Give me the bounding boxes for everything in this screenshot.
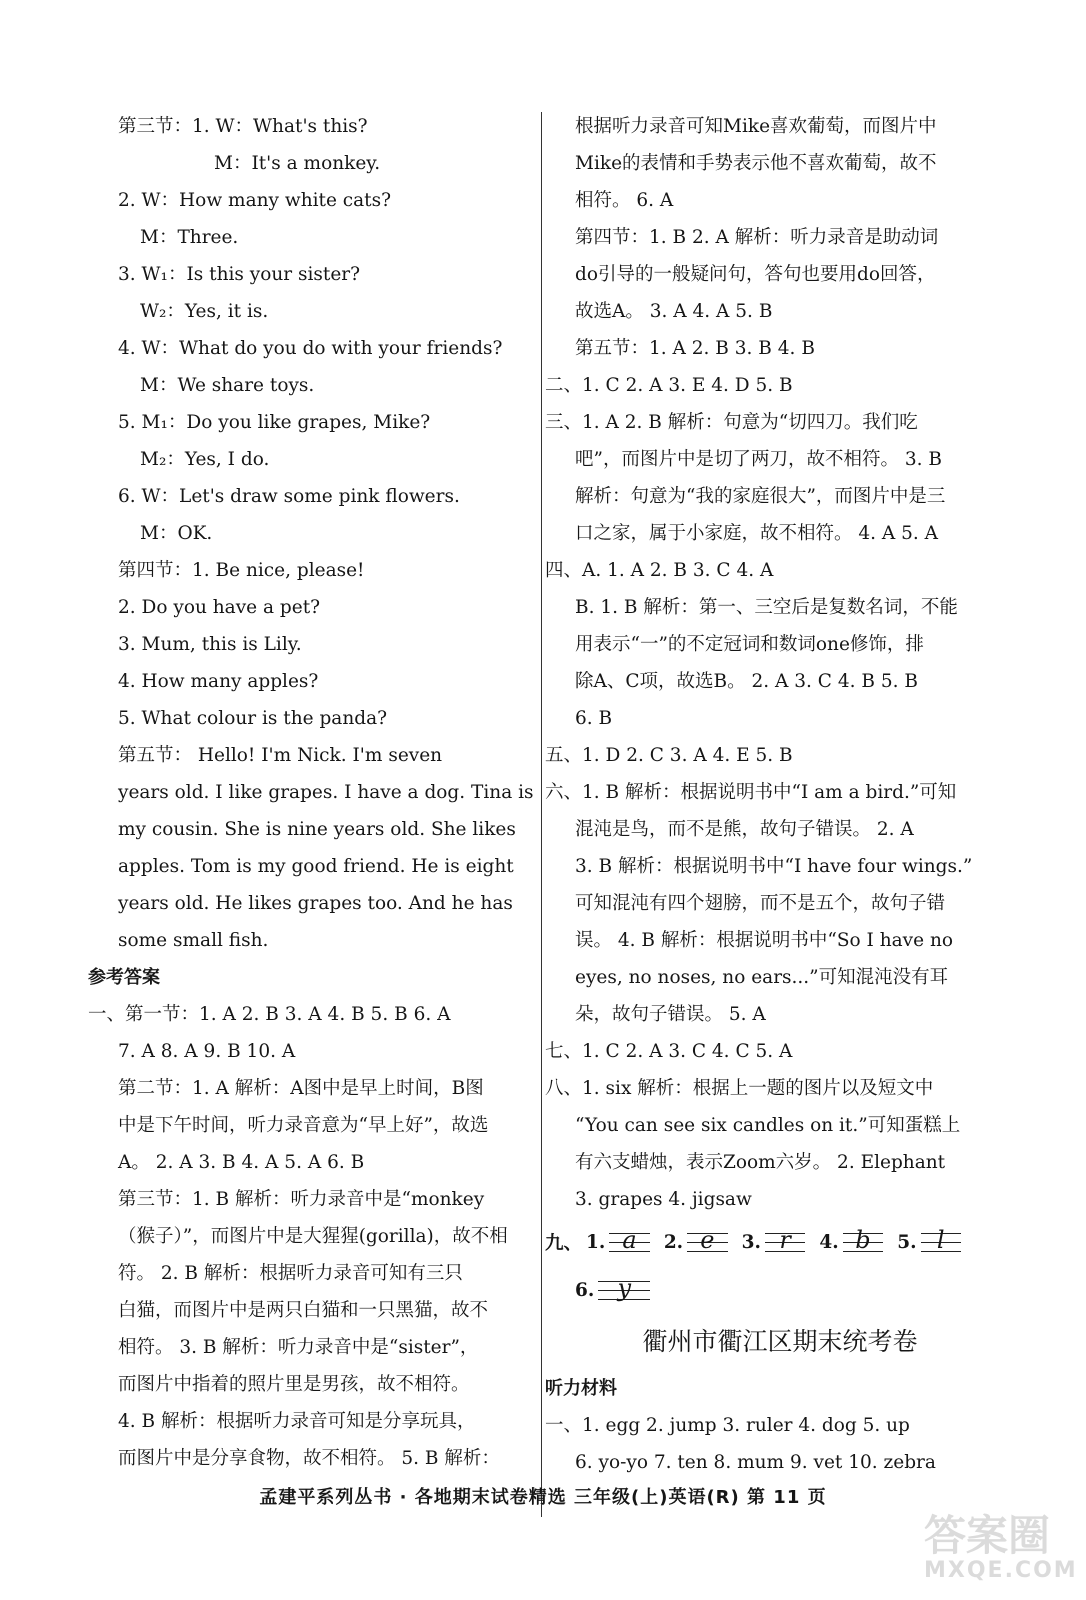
text-line: 可知混沌有四个翅膀，而不是五个，故句子错 [575, 893, 946, 914]
page-footer: 孟建平系列丛书 · 各地期末试卷精选 三年级(上)英语(R) 第 11 页 [259, 1487, 827, 1508]
text-line: （猴子）”，而图片中是大猩猩(gorilla)，故不相 [118, 1226, 508, 1247]
text-line: 解析：句意为“我的家庭很大”，而图片中是三 [575, 486, 946, 507]
watermark-logo [924, 1511, 1078, 1588]
text-line: 5. M₁：Do you like grapes, Mike? [118, 412, 431, 433]
handwriting-item-number: 3. [741, 1231, 761, 1253]
text-line: 3. grapes 4. jigsaw [575, 1189, 752, 1210]
text-line: M：We share toys. [140, 375, 315, 396]
handwriting-item-number: 2. [663, 1231, 684, 1253]
handwriting-box [609, 1225, 649, 1259]
handwriting-box [843, 1225, 883, 1259]
text-line: M：OK. [140, 523, 213, 544]
text-line: 口之家，属于小家庭，故不相符。 4. A 5. A [575, 523, 939, 544]
handwriting-answers-row [545, 1218, 975, 1266]
handwriting-box [598, 1273, 650, 1307]
text-line: eyes, no noses, no ears...”可知混沌没有耳 [575, 967, 949, 988]
text-line: 而图片中指着的照片里是男孩，故不相符。 [118, 1374, 470, 1395]
text-line: 故选A。 3. A 4. A 5. B [575, 301, 773, 322]
handwritten-letter: y [617, 1274, 632, 1302]
handwritten-letter: l [936, 1226, 945, 1254]
text-line: 6. W：Let's draw some pink flowers. [118, 486, 460, 507]
text-line: 第三节：1. B 解析：听力录音中是“monkey [118, 1189, 485, 1210]
text-line: 第五节：1. A 2. B 3. B 4. B [575, 338, 815, 359]
text-line: 有六支蜡烛，表示Zoom六岁。 2. Elephant [575, 1152, 946, 1173]
text-line: 4. B 解析：根据听力录音可知是分享玩具， [118, 1411, 476, 1432]
text-line: M：Three. [140, 227, 239, 248]
text-line: 六、1. B 解析：根据说明书中“I am a bird.”可知 [545, 782, 957, 803]
text-line: 符。 2. B 解析：根据听力录音可知有三只 [118, 1263, 463, 1284]
text-line: 第四节：1. B 2. A 解析：听力录音是助动词 [575, 227, 939, 248]
text-line: 6. yo-yo 7. ten 8. mum 9. vet 10. zebra [575, 1452, 936, 1473]
text-line: 二、1. C 2. A 3. E 4. D 5. B [545, 375, 793, 396]
watermark-domain: MXQE.COM [924, 1558, 1078, 1583]
handwriting-box [687, 1225, 727, 1259]
text-line: 中是下午时间，听力录音意为“早上好”，故选 [118, 1115, 489, 1136]
section-nine-label: 九、 [545, 1233, 583, 1254]
handwritten-letter: r [779, 1226, 791, 1254]
section-title: 衢州市衢江区期末统考卷 [642, 1327, 918, 1356]
text-line: 七、1. C 2. A 3. C 4. C 5. A [545, 1041, 793, 1062]
text-line: 4. W：What do you do with your friends? [118, 338, 503, 359]
text-line: 误。 4. B 解析：根据说明书中“So I have no [575, 930, 954, 951]
text-line: 第二节：1. A 解析：A图中是早上时间，B图 [118, 1078, 484, 1099]
text-line: 用表示“一”的不定冠词和数词one修饰，排 [575, 634, 924, 655]
listening-heading: 听力材料 [545, 1378, 617, 1399]
text-line: 朵，故句子错误。 5. A [575, 1004, 766, 1025]
text-line: 3. W₁：Is this your sister? [118, 264, 361, 285]
text-line: do引导的一般疑问句，答句也要用do回答， [575, 264, 936, 285]
text-line: A。 2. A 3. B 4. A 5. A 6. B [118, 1152, 365, 1173]
right-column [545, 108, 975, 1481]
text-line: 根据听力录音可知Mike喜欢葡萄，而图片中 [575, 116, 937, 137]
text-line: W₂：Yes, it is. [140, 301, 269, 322]
text-line: 第四节：1. Be nice, please! [118, 560, 365, 581]
handwriting-item-number: 4. [819, 1231, 839, 1253]
watermark-text: 答案圈 [924, 1511, 1051, 1560]
text-line: some small fish. [118, 930, 269, 951]
text-line: 三、1. A 2. B 解析：句意为“切四刀。我们吃 [545, 412, 918, 433]
answer-key-heading: 参考答案 [88, 967, 160, 988]
text-line: 五、1. D 2. C 3. A 4. E 5. B [545, 745, 793, 766]
text-line: 5. What colour is the panda? [118, 708, 388, 729]
text-line: 3. Mum, this is Lily. [118, 634, 302, 655]
text-line: 一、第一节：1. A 2. B 3. A 4. B 5. B 6. A [88, 1004, 451, 1025]
left-column [88, 108, 534, 1477]
handwritten-letter: a [622, 1226, 637, 1254]
handwriting-item-number: 5. [897, 1231, 917, 1253]
handwritten-letter: e [700, 1226, 715, 1254]
text-line: 第三节：1. W：What's this? [118, 116, 368, 137]
text-line: 除A、C项，故选B。 2. A 3. C 4. B 5. B [575, 671, 918, 692]
text-line: 四、A. 1. A 2. B 3. C 4. A [545, 560, 774, 581]
text-line: years old. I like grapes. I have a dog. Tina is [118, 782, 534, 803]
handwriting-item-number: 6. [575, 1279, 595, 1301]
handwritten-letter: b [855, 1226, 871, 1254]
text-line: 相符。 6. A [575, 190, 674, 211]
text-line: years old. He likes grapes too. And he has [118, 893, 513, 914]
text-line: 吧”，而图片中是切了两刀，故不相符。 3. B [575, 449, 942, 470]
column-divider [541, 112, 542, 1517]
text-line: 第五节： Hello! I'm Nick. I'm seven [118, 745, 443, 766]
text-line: 而图片中是分享食物，故不相符。 5. B 解析： [118, 1448, 500, 1469]
handwriting-item-number: 1. [586, 1231, 606, 1253]
text-line: 白猫，而图片中是两只白猫和一只黑猫，故不 [118, 1300, 489, 1321]
handwriting-box [765, 1225, 805, 1259]
text-line: 3. B 解析：根据说明书中“I have four wings.” [575, 856, 973, 877]
text-line: my cousin. She is nine years old. She likes [118, 819, 516, 840]
text-line: 2. Do you have a pet? [118, 597, 321, 618]
text-line: 一、1. egg 2. jump 3. ruler 4. dog 5. up [545, 1415, 910, 1436]
handwriting-answers-row [575, 1266, 975, 1314]
text-line: 混沌是鸟，而不是熊，故句子错误。 2. A [575, 819, 914, 840]
text-line: 7. A 8. A 9. B 10. A [118, 1041, 296, 1062]
text-line: M：It's a monkey. [214, 153, 381, 174]
text-line: 相符。 3. B 解析：听力录音中是“sister”， [118, 1337, 479, 1358]
text-line: 6. B [575, 708, 613, 729]
text-line: 4. How many apples? [118, 671, 319, 692]
text-line: “You can see six candles on it.”可知蛋糕上 [575, 1115, 961, 1136]
text-line: 2. W：How many white cats? [118, 190, 392, 211]
text-line: Mike的表情和手势表示他不喜欢葡萄，故不 [575, 153, 937, 174]
text-line: M₂：Yes, I do. [140, 449, 270, 470]
text-line: B. 1. B 解析：第一、三空后是复数名词，不能 [575, 597, 958, 618]
text-line: apples. Tom is my good friend. He is eight [118, 856, 514, 877]
text-line: 八、1. six 解析：根据上一题的图片以及短文中 [545, 1078, 934, 1099]
handwriting-box [921, 1225, 961, 1259]
